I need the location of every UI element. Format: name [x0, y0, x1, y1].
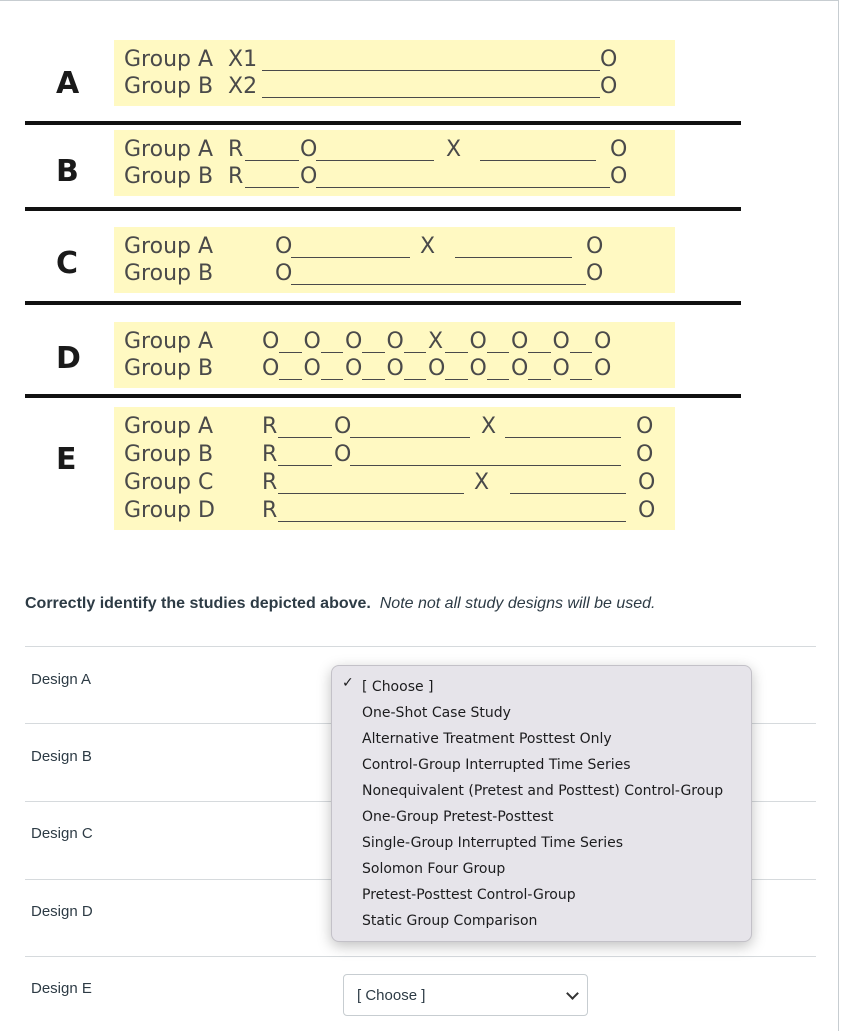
timeline — [278, 437, 332, 438]
dropdown-option[interactable]: [ Choose ] — [362, 679, 434, 695]
diagram-symbol: R — [262, 414, 278, 439]
timeline — [291, 284, 586, 285]
diagram-symbol: O — [586, 234, 604, 259]
dropdown-option[interactable]: One-Group Pretest-Posttest — [362, 809, 554, 825]
diagram-symbol: O — [511, 356, 529, 381]
group-label: Group A — [124, 234, 214, 259]
timeline — [278, 465, 332, 466]
diagram-symbol: O — [334, 414, 352, 439]
timeline — [278, 493, 464, 494]
select-value: [ Choose ] — [357, 987, 426, 1004]
dropdown-option[interactable]: Single-Group Interrupted Time Series — [362, 835, 624, 851]
design-d-label: Design D — [31, 903, 93, 920]
timeline — [321, 352, 344, 353]
diagram-symbol: O — [275, 261, 293, 286]
diagram-letter: B — [56, 154, 79, 189]
group-label: Group C — [124, 470, 214, 495]
timeline — [404, 379, 427, 380]
diagram-symbol: O — [511, 329, 529, 354]
timeline — [528, 352, 551, 353]
diagram-symbol: O — [594, 356, 612, 381]
diagram-symbol: O — [345, 329, 363, 354]
design-e-select[interactable] — [343, 974, 588, 1016]
diagram-symbol: O — [428, 356, 446, 381]
timeline — [505, 437, 621, 438]
group-label: Group B — [124, 74, 214, 99]
diagram-symbol: O — [586, 261, 604, 286]
timeline — [321, 379, 344, 380]
diagram-symbol: O — [600, 47, 618, 72]
timeline — [487, 379, 510, 380]
timeline — [445, 352, 468, 353]
timeline — [291, 257, 410, 258]
diagram-symbol: O — [638, 470, 656, 495]
diagram-letter: C — [56, 246, 79, 281]
timeline — [362, 352, 385, 353]
diagram-symbol: O — [262, 356, 280, 381]
diagram-symbol: O — [262, 329, 280, 354]
diagram-symbol: O — [300, 164, 318, 189]
diagram-symbol: O — [469, 329, 487, 354]
group-label: Group B — [124, 442, 214, 467]
timeline — [570, 352, 593, 353]
diagram-symbol: X — [428, 329, 444, 354]
timeline — [279, 379, 302, 380]
dropdown-option[interactable]: Pretest-Posttest Control-Group — [362, 887, 576, 903]
diagram-symbol: O — [610, 164, 628, 189]
timeline — [262, 70, 600, 71]
diagram-symbol: O — [303, 356, 321, 381]
section-divider — [25, 207, 741, 211]
diagram-symbol: O — [303, 329, 321, 354]
diagram-symbol: O — [345, 356, 363, 381]
group-label: Group A — [124, 329, 214, 354]
timeline — [510, 493, 626, 494]
diagram-symbol: O — [386, 356, 404, 381]
diagram-symbol: O — [638, 498, 656, 523]
row-divider — [25, 646, 816, 647]
checkmark-icon: ✓ — [342, 675, 354, 691]
timeline — [445, 379, 468, 380]
diagram-symbol: O — [386, 329, 404, 354]
diagram-letter: D — [56, 341, 81, 376]
group-label: Group A — [124, 137, 214, 162]
diagram-symbol: R — [262, 498, 278, 523]
diagram-symbol: X2 — [228, 74, 258, 99]
prompt-note: Note not all study designs will be used. — [379, 595, 656, 612]
timeline — [487, 352, 510, 353]
diagram-symbol: O — [600, 74, 618, 99]
timeline — [262, 97, 600, 98]
timeline — [362, 379, 385, 380]
timeline — [278, 521, 626, 522]
group-label: Group A — [124, 47, 214, 72]
design-dropdown-menu[interactable] — [331, 665, 752, 942]
diagram-symbol: O — [594, 329, 612, 354]
timeline — [316, 160, 434, 161]
dropdown-option[interactable]: Control-Group Interrupted Time Series — [362, 757, 631, 773]
section-divider — [25, 301, 741, 305]
section-divider — [25, 394, 741, 398]
dropdown-option[interactable]: Nonequivalent (Pretest and Posttest) Control-Group — [362, 783, 724, 799]
section-divider — [25, 121, 741, 125]
diagram-symbol: R — [228, 164, 244, 189]
design-a-label: Design A — [31, 671, 92, 688]
diagram-symbol: O — [275, 234, 293, 259]
timeline — [455, 257, 572, 258]
diagram-symbol: R — [228, 137, 244, 162]
group-label: Group D — [124, 498, 215, 523]
group-label: Group B — [124, 356, 214, 381]
timeline — [404, 352, 427, 353]
dropdown-option[interactable]: Static Group Comparison — [362, 913, 538, 929]
timeline — [316, 187, 610, 188]
diagram-symbol: R — [262, 442, 278, 467]
timeline — [279, 352, 302, 353]
design-b-label: Design B — [31, 748, 92, 765]
timeline — [480, 160, 596, 161]
row-divider — [25, 956, 816, 957]
diagram-symbol: O — [610, 137, 628, 162]
design-e-label: Design E — [31, 980, 92, 997]
diagram-symbol: X — [474, 470, 490, 495]
timeline — [570, 379, 593, 380]
group-label: Group B — [124, 164, 214, 189]
diagram-symbol: X — [420, 234, 436, 259]
group-label: Group B — [124, 261, 214, 286]
dropdown-option[interactable]: Alternative Treatment Posttest Only — [362, 731, 612, 747]
diagram-symbol: X — [481, 414, 497, 439]
diagram-symbol: O — [334, 442, 352, 467]
timeline — [245, 187, 299, 188]
diagram-symbol: O — [636, 414, 654, 439]
question-prompt — [25, 595, 655, 613]
diagram-symbol: O — [636, 442, 654, 467]
timeline — [350, 465, 621, 466]
diagram-symbol: O — [552, 329, 570, 354]
diagram-letter: A — [56, 66, 80, 101]
diagram-symbol: R — [262, 470, 278, 495]
diagram-symbol: X — [446, 137, 462, 162]
timeline — [350, 437, 470, 438]
diagram-symbol: O — [300, 137, 318, 162]
design-c-label: Design C — [31, 825, 93, 842]
dropdown-option[interactable]: One-Shot Case Study — [362, 705, 511, 721]
diagram-letter: E — [56, 442, 77, 477]
timeline — [528, 379, 551, 380]
prompt-instruction: Correctly identify the studies depicted above. — [25, 595, 371, 612]
chevron-down-icon — [566, 987, 579, 1000]
timeline — [245, 160, 299, 161]
diagram-symbol: O — [552, 356, 570, 381]
dropdown-option[interactable]: Solomon Four Group — [362, 861, 506, 877]
diagram-symbol: O — [469, 356, 487, 381]
group-label: Group A — [124, 414, 214, 439]
diagram-symbol: X1 — [228, 47, 258, 72]
